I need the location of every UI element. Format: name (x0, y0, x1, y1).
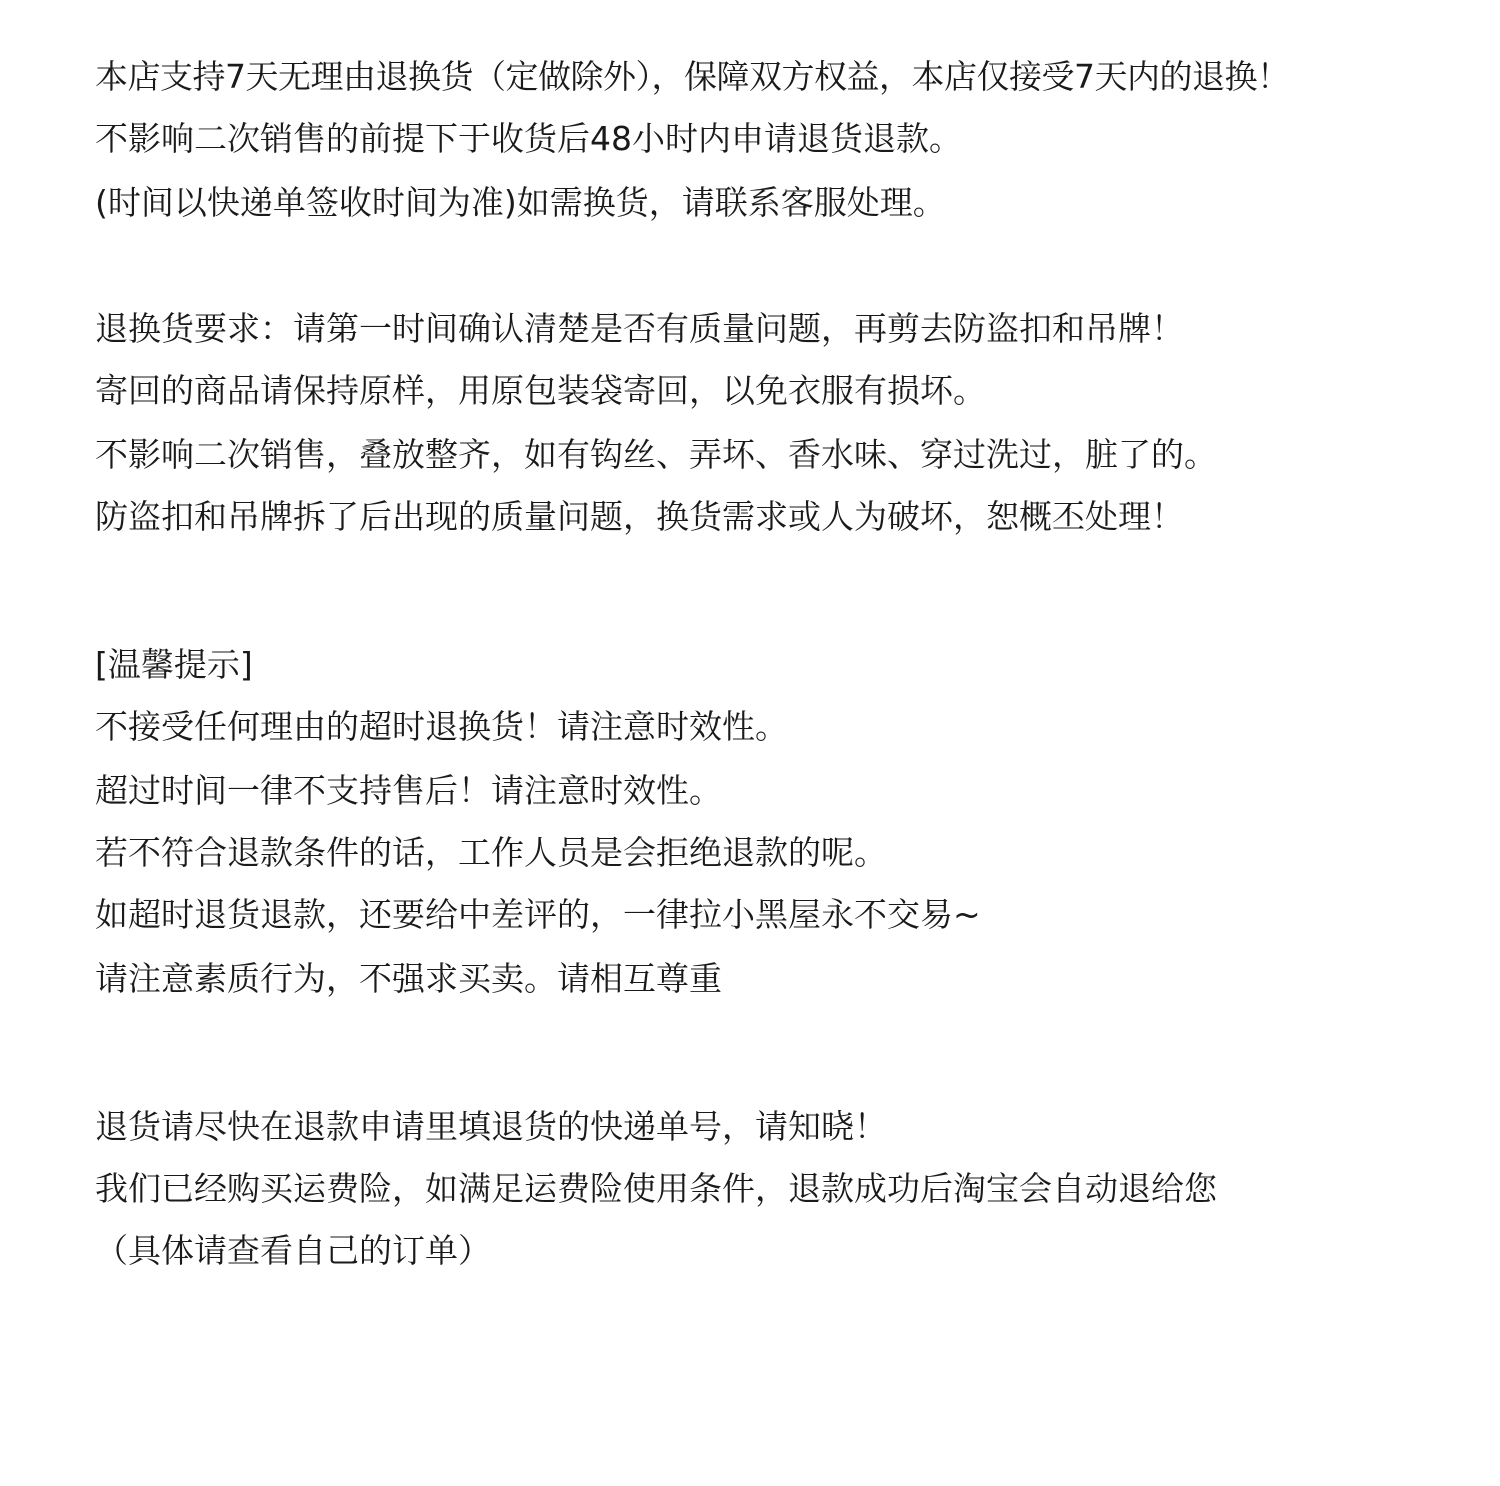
tips-line-4: 如超时退货退款，还要给中差评的，一律拉小黑屋永不交易~ (95, 895, 981, 934)
shipping-line-1: 退货请尽快在退款申请里填退货的快递单号，请知晓！ (95, 1107, 887, 1146)
tips-line-1: 不接受任何理由的超时退换货！请注意时效性。 (95, 707, 788, 746)
requirements-line-2: 寄回的商品请保持原样，用原包装袋寄回，以免衣服有损坏。 (95, 371, 986, 410)
shipping-line-2: 我们已经购买运费险，如满足运费险使用条件，退款成功后淘宝会自动退给您 (95, 1169, 1217, 1208)
tips-line-2: 超过时间一律不支持售后！请注意时效性。 (95, 771, 722, 810)
policy-line-1: 本店支持7天无理由退换货（定做除外），保障双方权益，本店仅接受7天内的退换！ (95, 57, 1290, 96)
requirements-line-4: 防盗扣和吊牌拆了后出现的质量问题，换货需求或人为破坏，恕概丕处理！ (95, 497, 1184, 536)
requirements-line-1: 退换货要求：请第一时间确认清楚是否有质量问题，再剪去防盗扣和吊牌！ (95, 309, 1184, 348)
policy-line-2: 不影响二次销售的前提下于收货后48小时内申请退货退款。 (95, 119, 962, 158)
shipping-line-3: （具体请查看自己的订单） (95, 1231, 491, 1270)
tips-line-3: 若不符合退款条件的话，工作人员是会拒绝退款的呢。 (95, 833, 887, 872)
policy-line-3: (时间以快递单签收时间为准)如需换货，请联系客服处理。 (95, 183, 946, 222)
tips-line-5: 请注意素质行为，不强求买卖。请相互尊重 (95, 959, 722, 998)
tips-heading: [温馨提示] (95, 645, 253, 684)
requirements-line-3: 不影响二次销售，叠放整齐，如有钩丝、弄坏、香水味、穿过洗过，脏了的。 (95, 435, 1217, 474)
